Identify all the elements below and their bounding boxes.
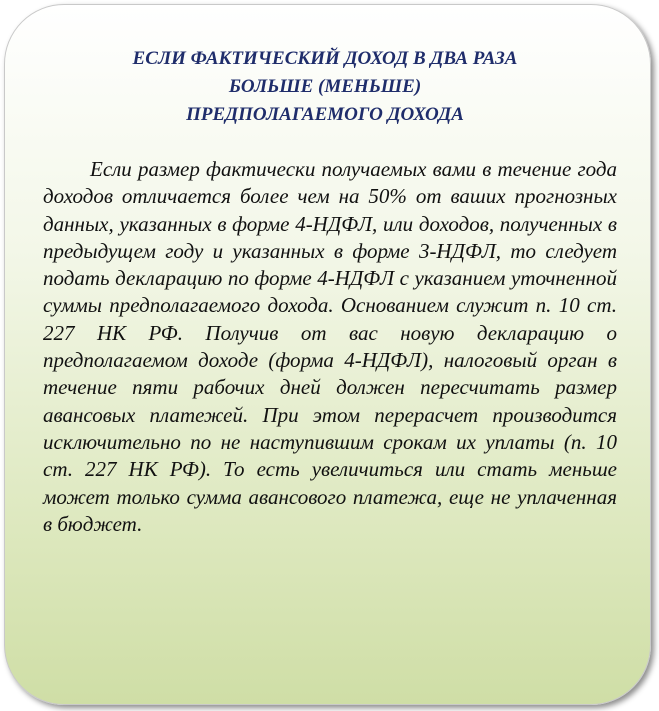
heading-line-3: ПРЕДПОЛАГАЕМОГО ДОХОДА — [186, 104, 464, 125]
rounded-text-card — [4, 4, 651, 705]
heading — [45, 45, 605, 129]
body-paragraph: Если размер фактически получаемых вами в течение года доходов отличается более чем на 50% от ваших прогнозных данных, указанных в форме 4-НДФЛ, или доходов, полученных в предыдущем году и указанных в форме 3-НДФЛ, то следует подать декларацию по форме 4-НДФЛ с указанием уточненной суммы предполагаемого дохода. Основанием служит п. 10 ст. 227 НК РФ. Получив от вас новую декларацию о предполагаемом доходе (форма 4-НДФЛ), налоговый орган в течение пяти рабочих дней должен пересчитать размер авансовых платежей. При этом перерасчет производится исключительно по не наступившим срокам их уплаты (п. 10 ст. 227 НК РФ). То есть увеличиться или стать меньше может только сумма авансового платежа, еще не уплаченная в бюджет. — [43, 157, 617, 536]
heading-line-1: ЕСЛИ ФАКТИЧЕСКИЙ ДОХОД В ДВА РАЗА — [132, 48, 518, 69]
heading-line-2: БОЛЬШЕ (МЕНЬШЕ) — [228, 76, 422, 97]
